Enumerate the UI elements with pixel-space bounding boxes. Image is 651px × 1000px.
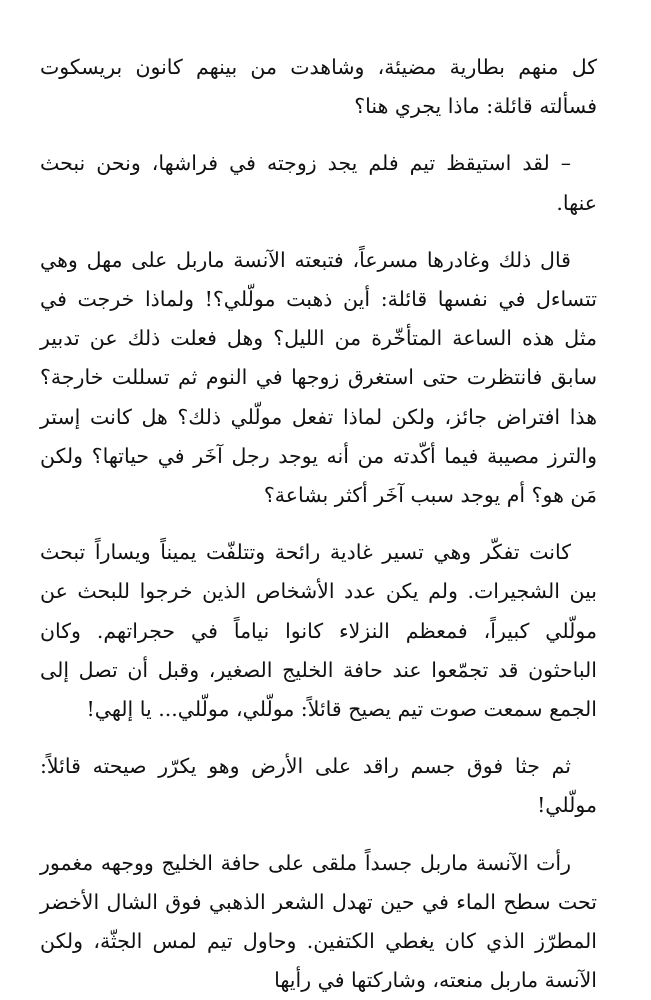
- paragraph-5: ثم جثا فوق جسم راقد على الأرض وهو يكرّر صيحته قائلاً: مولّلي!: [40, 754, 597, 818]
- paragraph-4: كانت تفكّر وهي تسير غادية رائحة وتتلفّت يميناً ويساراً تبحث بين الشجيرات. ولم يكن عدد الأشخاص الذين خرجوا للبحث عن مولّلي كبيراً، فمعظم النزلاء كانوا نياماً في حجراتهم. وكان الباحثون قد تجمّعوا عند حافة الخليج الصغير، وقبل أن تصل إلى الجمع سمعت صوت تيم يصيح قائلاً: مولّلي، مولّلي... يا إلهي!: [40, 540, 597, 722]
- paragraph-1: كل منهم بطارية مضيئة، وشاهدت من بينهم كانون بريسكوت فسألته قائلة: ماذا يجري هنا؟: [40, 55, 597, 119]
- paragraph-3: قال ذلك وغادرها مسرعاً، فتبعته الآنسة ماربل على مهل وهي تتساءل في نفسها قائلة: أين ذهبت مولّلي؟! ولماذا خرجت في مثل هذه الساعة المتأخّرة من الليل؟ وهل فعلت ذلك عن تدبير سابق فانتظرت حتى استغرق زوجها في النوم ثم تسللت خارجة؟ هذا افتراض جائز، ولكن لماذا تفعل مولّلي ذلك؟ هل كانت إستر والترز مصيبة فيما أكّدته من أنه يوجد رجل آخَر في حياتها؟ ولكن مَن هو؟ أم يوجد سبب آخَر أكثر بشاعة؟: [40, 247, 597, 508]
- paragraph-2-dialogue: – لقد استيقظ تيم فلم يجد زوجته في فراشها، ونحن نبحث عنها.: [40, 151, 597, 215]
- paragraph-6: رأت الآنسة ماربل جسداً ملقى على حافة الخليج ووجهه مغمور تحت سطح الماء في حين تهدل الشعر الذهبي فوق الشال الأخضر المطرّز الذي كان يغطي الكتفين. وحاول تيم لمس الجثّة، ولكن الآنسة ماربل منعته، وشاركتها في رأيها: [40, 850, 597, 993]
